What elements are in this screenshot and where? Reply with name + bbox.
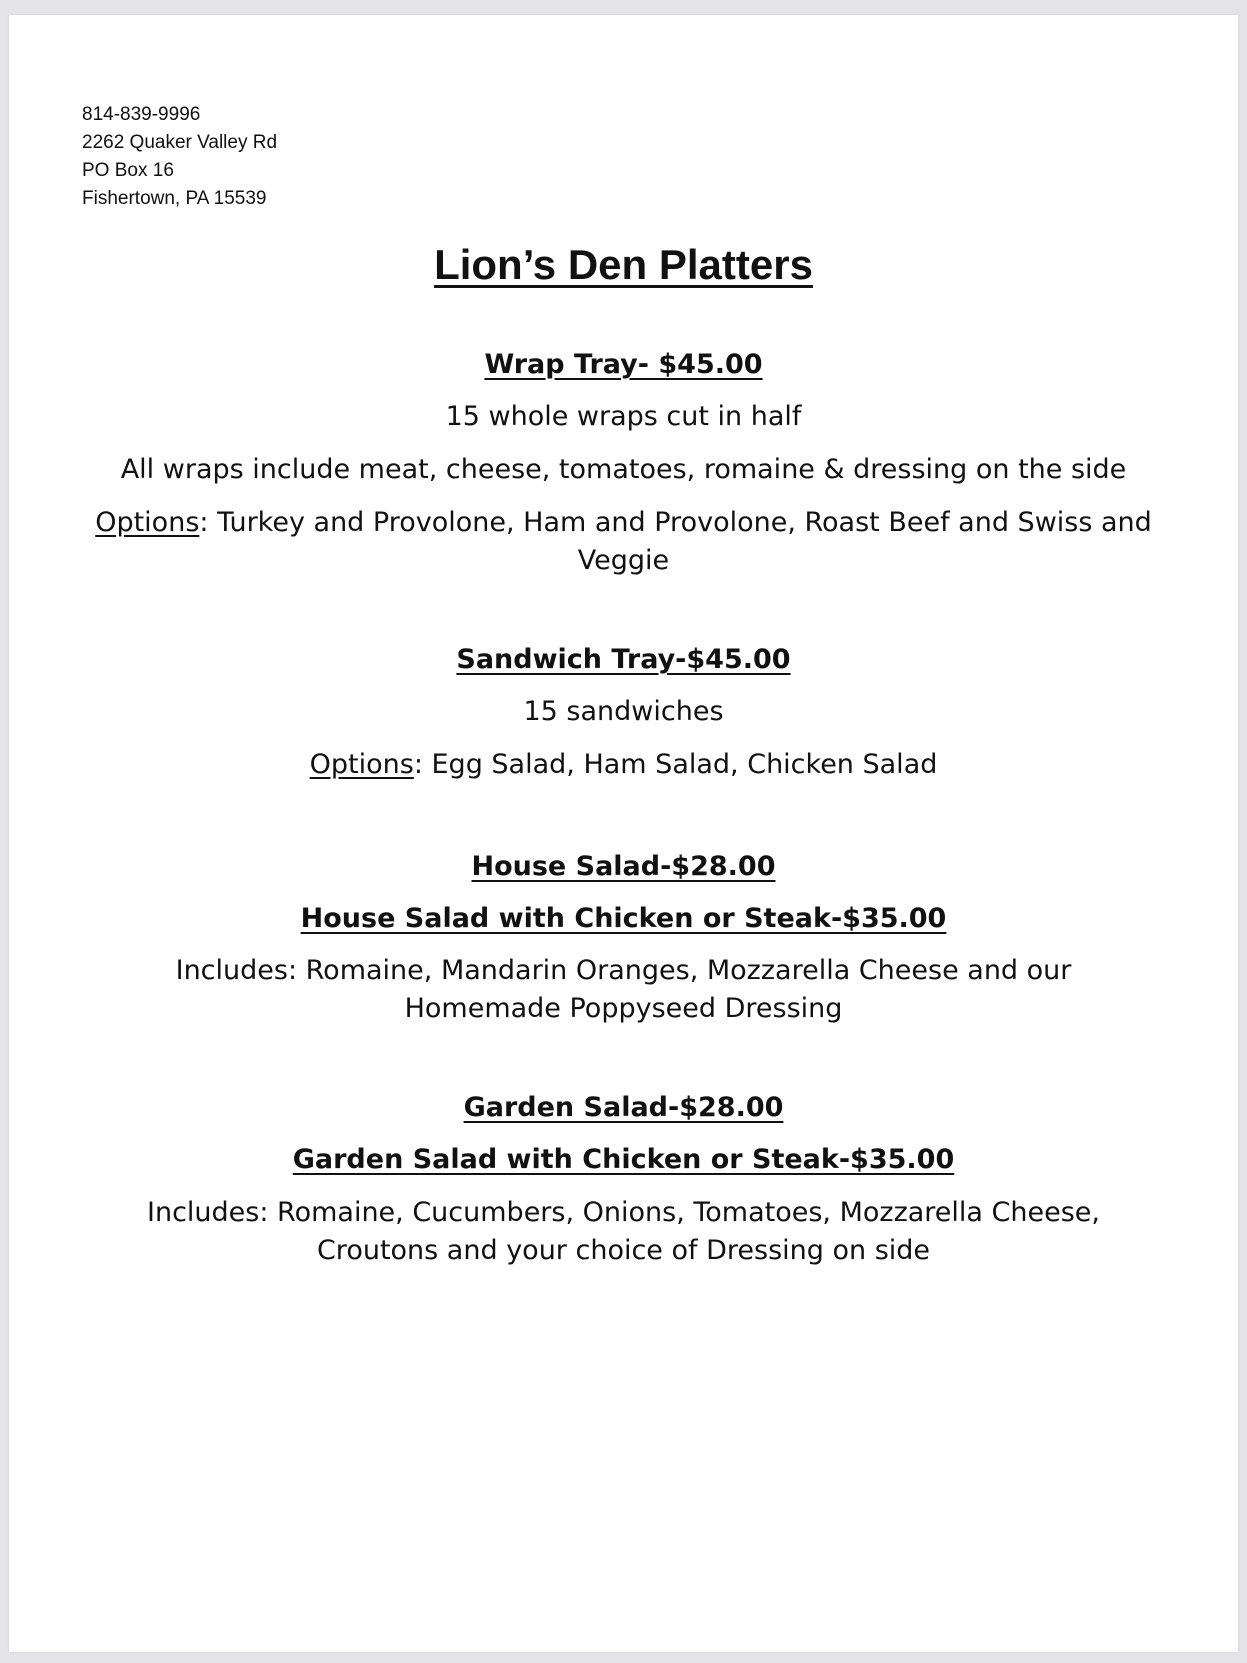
wrap-tray-options — [69, 504, 1178, 580]
wrap-tray-count: 15 whole wraps cut in half — [445, 401, 802, 432]
wrap-tray-heading: Wrap Tray- $45.00 — [484, 349, 763, 380]
menu-page — [9, 15, 1238, 1652]
house-salad-includes: Includes: Romaine, Mandarin Oranges, Mozzarella Cheese and our Homemade Poppyseed Dressing — [175, 955, 1072, 1024]
po-box: PO Box 16 — [82, 160, 174, 181]
sandwich-tray-options — [9, 746, 1238, 784]
options-label: Options — [309, 749, 414, 780]
garden-salad-protein-heading: Garden Salad with Chicken or Steak-$35.00 — [292, 1144, 955, 1175]
street-address: 2262 Quaker Valley Rd — [82, 132, 278, 153]
page-title: Lion’s Den Platters — [434, 241, 813, 288]
sandwich-tray-heading: Sandwich Tray-$45.00 — [456, 644, 791, 675]
sandwich-tray-count: 15 sandwiches — [523, 696, 724, 727]
contact-block — [82, 101, 277, 213]
house-salad-protein-heading: House Salad with Chicken or Steak-$35.00 — [300, 903, 947, 934]
house-salad-heading: House Salad-$28.00 — [471, 851, 776, 882]
garden-salad-includes: Includes: Romaine, Cucumbers, Onions, Tomatoes, Mozzarella Cheese, Croutons and your choice of Dressing on side — [147, 1197, 1100, 1266]
wrap-tray-includes: All wraps include meat, cheese, tomatoes, romaine & dressing on the side — [120, 454, 1127, 485]
options-label: Options — [95, 507, 200, 538]
options-list: : Egg Salad, Ham Salad, Chicken Salad — [413, 749, 938, 780]
garden-salad-heading: Garden Salad-$28.00 — [463, 1092, 784, 1123]
city-state-zip: Fishertown, PA 15539 — [82, 188, 267, 209]
options-list: : Turkey and Provolone, Ham and Provolone, Roast Beef and Swiss and Veggie — [199, 507, 1152, 576]
phone-number: 814-839-9996 — [82, 104, 201, 125]
